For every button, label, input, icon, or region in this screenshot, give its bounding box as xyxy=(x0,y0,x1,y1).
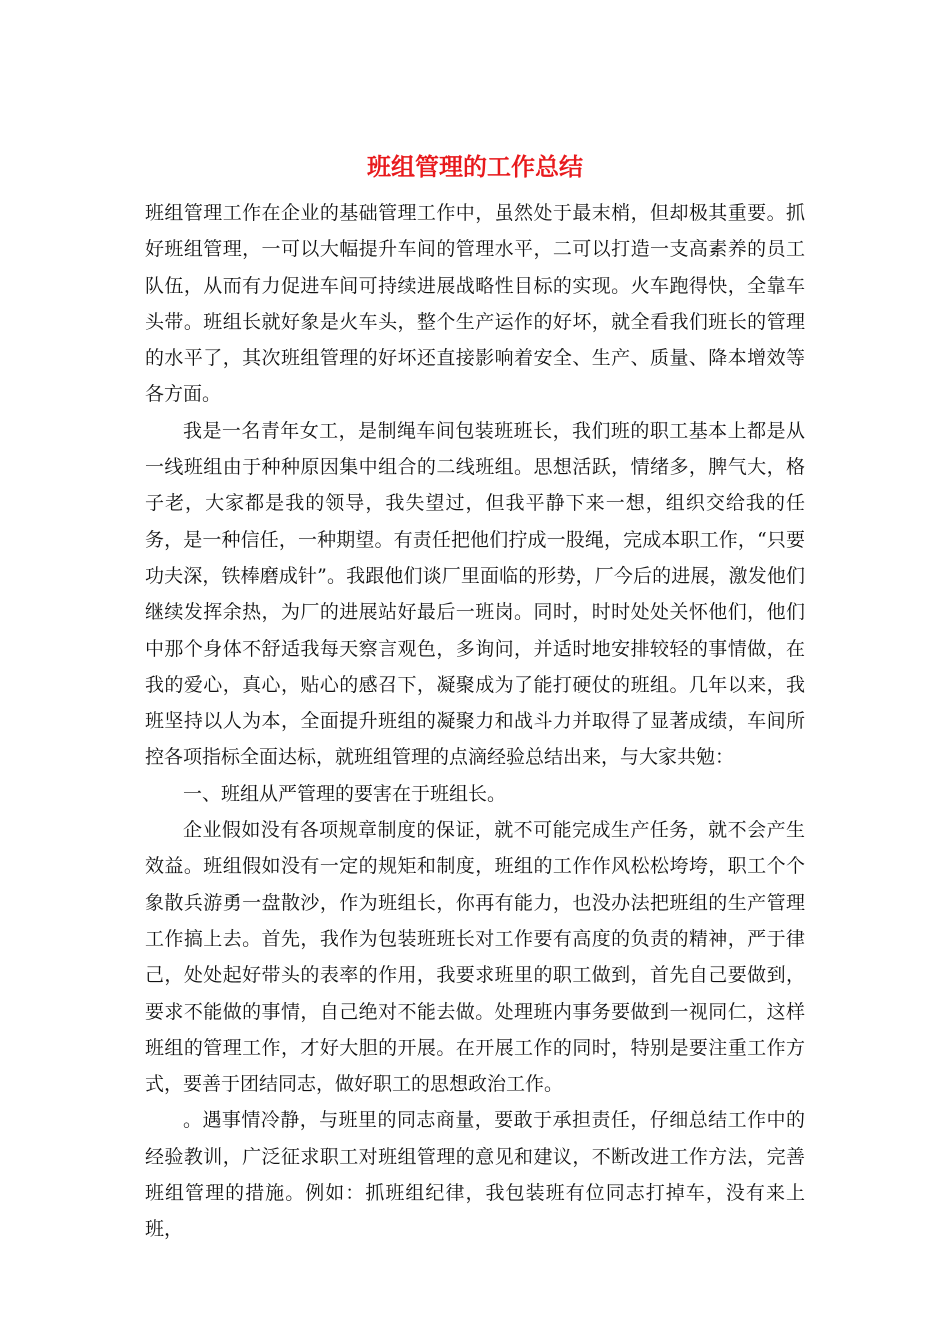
paragraph-strict-management: 企业假如没有各项规章制度的保证，就不可能完成生产任务，就不会产生效益。班组假如没有一定的规矩和制度，班组的工作作风松松垮垮，职工个个象散兵游勇一盘散沙，作为班组长，你再有能力，也没办法把班组的生产管理工作搞上去。首先，我作为包装班班长对工作要有高度的负责的精神，严于律己，处处起好带头的表率的作用，我要求班里的职工做到，首先自己要做到，要求不能做的事情，自己绝对不能去做。处理班内事务要做到一视同仁，这样班组的管理工作，才好大胆的开展。在开展工作的同时，特别是要注重工作方式，要善于团结同志，做好职工的思想政治工作。 xyxy=(145,819,805,1096)
document-title: 班组管理的工作总结 xyxy=(367,152,583,181)
paragraph-intro: 班组管理工作在企业的基础管理工作中，虽然处于最末梢，但却极其重要。抓好班组管理，一可以大幅提升车间的管理水平，二可以打造一支高素养的员工队伍，从而有力促进车间可持续进展战略性目标的实现。火车跑得快，全靠车头带。班组长就好象是火车头，整个生产运作的好坏，就全看我们班长的管理的水平了，其次班组管理的好坏还直接影响着安全、生产、质量、降本增效等各方面。 xyxy=(145,202,805,406)
paragraph-background: 我是一名青年女工，是制绳车间包装班班长，我们班的职工基本上都是从一线班组由于种种原因集中组合的二线班组。思想活跃，情绪多，脾气大，格子老，大家都是我的领导，我失望过，但我平静下来一想，组织交给我的任务，是一种信任，一种期望。有责任把他们拧成一股绳，完成本职工作，“只要功夫深，铁棒磨成针”。我跟他们谈厂里面临的形势，厂今后的进展，激发他们继续发挥余热，为厂的进展站好最后一班岗。同时，时时处处关怀他们，他们中那个身体不舒适我每天察言观色，多询问，并适时地安排较轻的事情做，在我的爱心，真心，贴心的感召下，凝聚成为了能打硬仗的班组。几年以来，我班坚持以人为本，全面提升班组的凝聚力和战斗力并取得了显著成绩，车间所控各项指标全面达标，就班组管理的点滴经验总结出来，与大家共勉： xyxy=(145,419,805,769)
paragraph-calm-handling: 。遇事情冷静，与班里的同志商量，要敢于承担责任，仔细总结工作中的经验教训，广泛征求职工对班组管理的意见和建议，不断改进工作方法，完善班组管理的措施。例如：抓班组纪律，我包装班有位同志打掉车，没有来上班， xyxy=(145,1109,805,1241)
document-body xyxy=(145,195,805,1248)
section-heading-1: 一、班组从严管理的要害在于班组长。 xyxy=(183,782,507,805)
